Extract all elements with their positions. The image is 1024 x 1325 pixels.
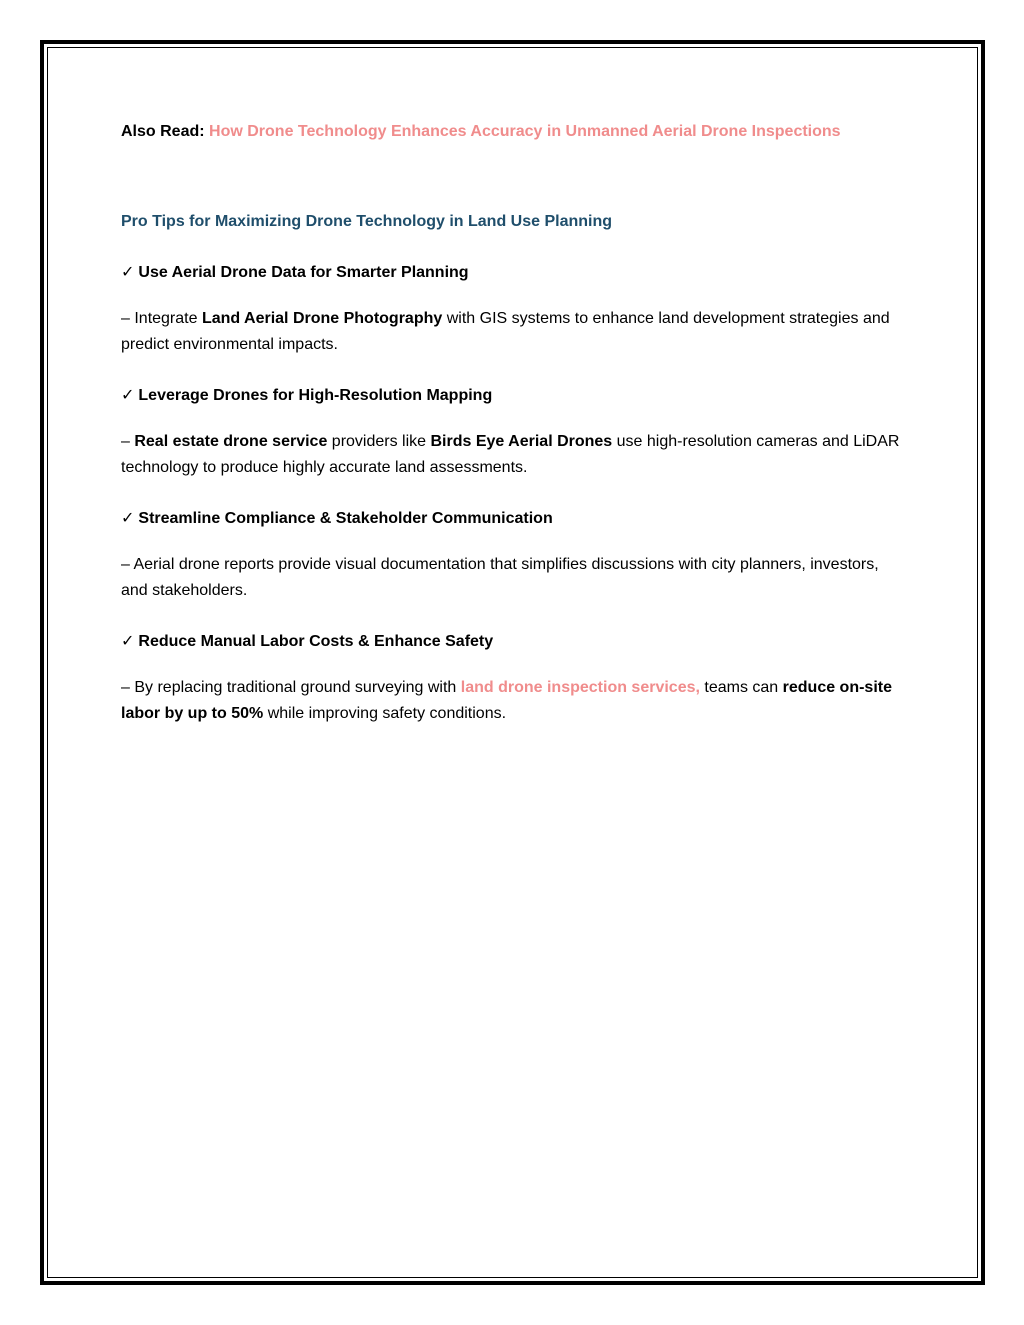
tip-title: Reduce Manual Labor Costs & Enhance Safety: [138, 633, 494, 650]
tip-heading: [121, 260, 901, 286]
tip-body: [121, 552, 901, 604]
tip-item: [121, 629, 901, 727]
tip-text: – Integrate: [121, 310, 202, 327]
also-read-link[interactable]: How Drone Technology Enhances Accuracy in Unmanned Aerial Drone Inspections: [209, 123, 841, 140]
tip-heading: [121, 383, 901, 409]
tip-item: [121, 506, 901, 604]
tip-bold-text: Land Aerial Drone Photography: [201, 310, 443, 327]
tip-item: [121, 383, 901, 481]
tip-bold-text: Birds Eye Aerial Drones: [430, 433, 613, 450]
tip-text: – Aerial drone reports provide visual documentation that simplifies discussions with city planners, investors, and stakeholders.: [121, 556, 879, 599]
checkmark-icon: ✓: [121, 633, 135, 650]
tip-text: – By replacing traditional ground surveying with: [121, 679, 461, 696]
section-heading: Pro Tips for Maximizing Drone Technology in Land Use Planning: [121, 213, 613, 230]
tip-heading: [121, 629, 901, 655]
tip-text: with GIS systems to enhance land development strategies and predict environmental impacts.: [121, 310, 890, 353]
tip-text: while improving safety conditions.: [263, 705, 507, 722]
tip-bold-text: Real estate drone service: [134, 433, 328, 450]
inspection-services-link[interactable]: land drone inspection services,: [460, 679, 700, 696]
checkmark-icon: ✓: [121, 264, 135, 281]
tip-bold-text: reduce on-site labor by up to 50%: [121, 679, 892, 722]
tip-text: providers like: [327, 433, 431, 450]
tip-text: use high-resolution cameras and LiDAR technology to produce highly accurate land assessments.: [121, 433, 900, 476]
checkmark-icon: ✓: [121, 387, 135, 404]
tip-heading: [121, 506, 901, 532]
tip-text: teams can: [699, 679, 783, 696]
tip-item: [121, 260, 901, 358]
also-read-line: [121, 118, 901, 146]
checkmark-icon: ✓: [121, 510, 135, 527]
tip-body: [121, 675, 901, 727]
tip-text: –: [121, 433, 135, 450]
also-read-label: Also Read:: [121, 123, 205, 140]
tip-body: [121, 306, 901, 358]
document-body: [121, 118, 901, 727]
tip-body: [121, 429, 901, 481]
tip-title: Streamline Compliance & Stakeholder Communication: [138, 510, 553, 527]
tip-title: Use Aerial Drone Data for Smarter Planning: [138, 264, 469, 281]
tip-title: Leverage Drones for High-Resolution Mapping: [138, 387, 493, 404]
